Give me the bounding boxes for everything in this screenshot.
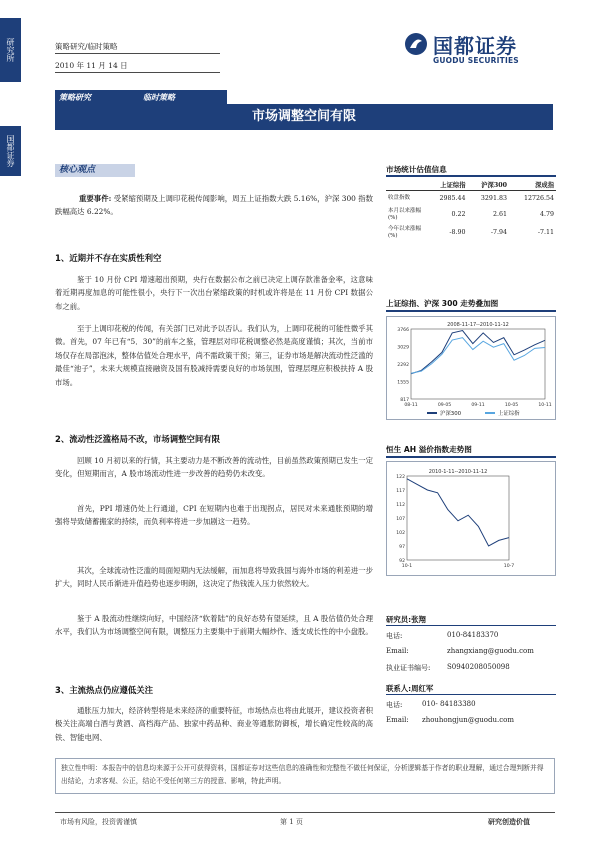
section-1-title: 1、近期并不存在实质性利空	[55, 253, 162, 263]
stats-cell: 0.22	[451, 211, 466, 218]
footer-slogan: 研究创造价值	[488, 817, 530, 826]
tag-temporary-strategy: 临时策略	[143, 92, 175, 102]
side-tab-research: 研究所	[0, 18, 21, 82]
event-label: 重要事件:	[79, 194, 112, 203]
stats-cell: 2.61	[492, 211, 507, 218]
y-tick-label: 3766	[397, 328, 409, 333]
chart2-title: 恒生 AH 溢价指数走势图	[386, 445, 472, 454]
chart1-box	[386, 316, 556, 420]
stats-row-label: 本月以来涨幅(%)	[388, 207, 422, 221]
x-tick-label: 08-11	[404, 403, 418, 408]
researcher-license: S0940208050098	[447, 663, 510, 671]
stats-cell: -7.11	[537, 229, 554, 236]
y-tick-label: 92	[399, 559, 405, 564]
side-tab-company: 国都证券	[0, 126, 21, 176]
tag-strategy-research: 策略研究	[59, 92, 91, 102]
stats-table-wrap	[386, 179, 556, 242]
contact-rule	[386, 694, 556, 695]
header-rule-2	[55, 72, 220, 73]
stats-cell: 3291.83	[480, 194, 507, 202]
stats-header-cell: 沪深300	[481, 182, 507, 189]
stats-cell: 2985.44	[439, 194, 466, 202]
report-title: 市场调整空间有限	[251, 109, 356, 124]
table-row	[386, 224, 556, 242]
table-row	[386, 191, 556, 206]
stats-row-label: 今年以来涨幅(%)	[388, 225, 422, 239]
core-view-label: 核心观点	[55, 164, 135, 177]
important-event	[55, 192, 373, 219]
report-category: 策略研究/临时策略	[55, 42, 118, 51]
header-rule-1	[55, 53, 220, 54]
stats-table	[386, 179, 556, 242]
logo-mark-icon	[405, 33, 427, 55]
stats-cell: -7.94	[490, 229, 507, 236]
chart2-title-rule	[386, 456, 556, 458]
section-3-title: 3、主流热点仍应遵低关注	[55, 685, 153, 695]
researcher-rule	[386, 625, 556, 626]
section-2-para-1: 回顾 10 月初以来的行情，其主要动力是不断改善的流动性，目前虽然政策预期已发生一定变化，但短期而言，A 股市场流动性进一步改善的趋势仍未改变。	[55, 456, 373, 479]
y-tick-label: 112	[396, 503, 405, 508]
section-2-para-3: 其次，全球流动性泛滥的局面短期内无法缓解，而加息将导致我国与海外市场的利差进一步扩大，同时人民币渐进升值趋势也逐步明朗，这决定了热钱流入压力依然较大。	[55, 566, 373, 589]
section-1-para-2: 至于上调印花税的传闻，有关部门已对此予以否认。我们认为，上调印花税的可能性微乎其微。首先，07 年已有“5．30”的前车之鉴，管理层对印花税调整必然是高度谨慎；其次，当前市场仅存在局部泡沫，整体估值处合理水平，尚不需政策干预；第三，证券市场是解决流动性泛滥的最佳“池子”，未来大规模直接融资及国有股减持需要良好的市场氛围，管理层理应积极扶持 A 股市场。	[55, 324, 373, 387]
chart1-title: 上证综指、沪深 300 走势叠加图	[386, 299, 499, 308]
logo-text-cn: 国都证券	[433, 34, 517, 58]
disclaimer-text: 独立性申明：本报告中的信息均来源于公开可获得资料，国都证券对这些信息的准确性和完整性不做任何保证，分析逻辑基于作者的职业理解，通过合理判断并得出结论，力求客观、公正，结论不受任何第三方的授意、影响，特此声明。	[61, 764, 544, 785]
section-3-para-1: 通胀压力加大，经济转型将是未来经济的重要特征，市场热点也将由此展开，建议投资者积极关注高端白酒与黄酒、高档海产品、独家中药品种、商业等通胀防御板，增长确定性较高的高铁、智能电网、	[55, 706, 373, 742]
y-tick-label: 1555	[397, 380, 409, 386]
researcher-phone: 010-84183370	[447, 631, 499, 639]
page-number: 第 1 页	[280, 818, 303, 826]
y-tick-label: 102	[396, 531, 405, 536]
report-title-banner	[55, 104, 553, 130]
section-2-para-4: 鉴于 A 股流动性继续向好，中国经济“软着陆”的良好态势有望延续，且 A 股估值仍处合理水平，我们认为市场调整空间有限，调整压力主要集中于前期大幅炒作、透支成长性的中小盘股。	[55, 614, 373, 637]
stats-cell: 12726.54	[523, 194, 554, 202]
researcher-label: 研究员:张翔	[386, 615, 426, 624]
researcher-phone-label: 电话:	[386, 632, 403, 640]
stats-header-cell: 深成指	[535, 182, 554, 189]
logo-text-en: GUODU SECURITIES	[433, 56, 519, 65]
stats-header-cell	[386, 179, 426, 191]
stats-cell: -8.90	[449, 229, 466, 236]
tag-bar	[55, 90, 227, 104]
stats-cell: 4.79	[539, 211, 554, 218]
section-2-para-2: 首先，PPI 增速仍处上行通道，CPI 在短期内也难于出现拐点，居民对未来通胀预期的增强将导致储蓄搬家的持续，而负利率将进一步加剧这一趋势。	[55, 504, 373, 527]
chart-range-label: 2008-11-17--2010-11-12	[447, 322, 509, 328]
section-1-para-1: 鉴于 10 月份 CPI 增速超出预期，央行在数据公布之前已决定上调存款准备金率，这意味着近期再度加息的可能性很小，央行下一次出台紧缩政策的时机或许将是在 11 月份 CPI 数据公布之前。	[55, 275, 373, 311]
stats-row-label: 收盘指数	[388, 194, 411, 201]
chart1-title-rule	[386, 310, 556, 312]
researcher-license-label: 执业证书编号:	[386, 664, 431, 672]
table-row	[386, 206, 556, 224]
contact-label: 联系人:周红军	[386, 684, 434, 693]
researcher-email[interactable]: zhangxiang@guodu.com	[447, 647, 534, 655]
legend-label: 沪深300	[440, 411, 462, 417]
disclaimer-box	[55, 758, 555, 794]
section-2-title: 2、流动性泛滥格局不改，市场调整空间有限	[55, 434, 220, 444]
plot-area	[407, 476, 509, 560]
stats-header-row	[386, 179, 556, 191]
x-tick-label: 10-7	[503, 564, 515, 569]
y-tick-label: 2292	[397, 363, 409, 368]
chart1-svg	[387, 317, 555, 419]
contact-phone: 010- 84183380	[422, 700, 476, 708]
contact-phone-label: 电话:	[386, 701, 403, 709]
y-tick-label: 3029	[397, 345, 409, 351]
stats-header-cell: 上证综指	[440, 182, 466, 189]
footer-risk-note: 市场有风险，投资需谨慎	[60, 818, 137, 826]
researcher-email-label: Email:	[386, 647, 409, 655]
x-tick-label: 09-11	[471, 403, 485, 408]
stats-title-rule	[386, 175, 556, 177]
x-tick-label: 09-05	[437, 403, 452, 408]
y-tick-label: 117	[396, 489, 405, 494]
y-tick-label: 107	[396, 517, 405, 522]
footer-rule	[55, 812, 555, 813]
x-tick-label: 10-05	[504, 403, 519, 408]
y-tick-label: 122	[396, 475, 405, 480]
event-text: 受紧缩预期及上调印花税传闻影响，周五上证指数大跌 5.16%，沪深 300 指数跌幅高达 6.22%。	[55, 194, 374, 217]
contact-email[interactable]: zhouhongjun@guodu.com	[422, 716, 515, 724]
chart2-box	[386, 461, 556, 576]
legend-label: 上证综指	[498, 411, 520, 417]
x-tick-label: 10-11	[538, 403, 552, 408]
chart2-svg	[387, 462, 555, 575]
report-date: 2010 年 11 月 14 日	[55, 61, 128, 70]
contact-email-label: Email:	[386, 716, 409, 724]
company-logo	[405, 30, 555, 70]
stats-title: 市场统计估值信息	[386, 165, 447, 174]
x-tick-label: 10-1	[401, 564, 413, 569]
y-tick-label: 817	[400, 398, 409, 403]
chart-range-label: 2010-1-11--2010-11-12	[428, 469, 488, 475]
y-tick-label: 97	[399, 545, 405, 550]
